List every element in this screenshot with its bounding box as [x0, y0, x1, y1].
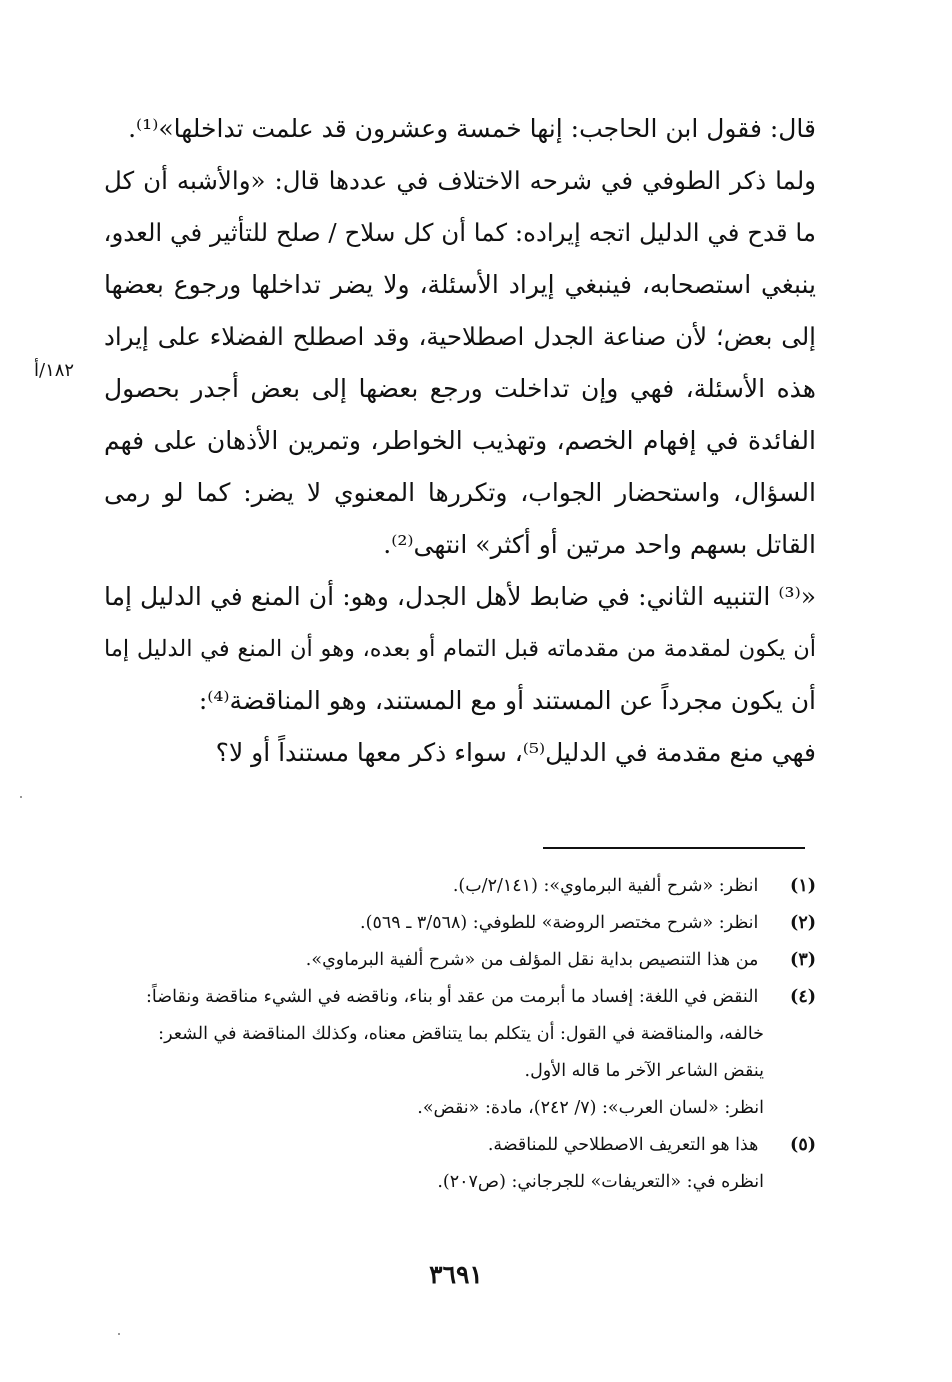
- text-line: إلى بعض؛ لأن صناعة الجدل اصطلاحية، وقد اصطلح الفضلاء على إيراد: [104, 322, 816, 351]
- text-line: ولما ذكر الطوفي في شرحه الاختلاف في عددها قال: «والأشبه أن كل: [104, 166, 816, 195]
- footnote-continuation: [118, 1016, 816, 1053]
- footnote: [118, 979, 816, 1016]
- footnote: [118, 1127, 816, 1164]
- footnote-number: (٣): [790, 950, 816, 970]
- text-line: القاتل بسهم واحد مرتين أو أكثر» انتهى⁽²⁾.: [383, 530, 816, 559]
- text-line: ما قدح في الدليل اتجه إيراده: كما أن كل سلاح / صلح للتأثير في العدو،: [104, 218, 816, 247]
- text-line: أن يكون لمقدمة من مقدماته قبل التمام أو بعده، وهو أن المنع في الدليل إما: [104, 636, 816, 662]
- footnote-separator: [543, 847, 805, 849]
- text-line: فهي منع مقدمة في الدليل⁽⁵⁾، سواء ذكر معها مستنداً أو لا؟: [215, 738, 816, 767]
- footnote-continuation: [118, 1053, 816, 1090]
- text-line: ينبغي استصحابه، فينبغي إيراد الأسئلة، ولا يضر تداخلها ورجوع بعضها: [104, 270, 816, 299]
- text-line: هذه الأسئلة، فهي وإن تداخلت ورجع بعضها إلى بعض أجدر بحصول: [104, 374, 816, 403]
- text-line: أن يكون مجرداً عن المستند أو مع المستند، وهو المناقضة⁽⁴⁾:: [198, 686, 816, 715]
- text-line: قال: فقول ابن الحاجب: إنها خمسة وعشرون قد علمت تداخلها»⁽¹⁾.: [128, 114, 816, 143]
- footnotes: [118, 868, 816, 1201]
- footnote-number: (٢): [790, 913, 816, 933]
- footnote-text: انظره في: «التعريفات» للجرجاني: (ص٢٠٧).: [437, 1172, 764, 1192]
- footnote: [118, 868, 816, 905]
- main-text: [104, 103, 816, 779]
- footnote-number: (٤): [790, 987, 816, 1007]
- footnote-number: (٥): [790, 1135, 816, 1155]
- footnote-continuation: [118, 1090, 816, 1127]
- manuscript-folio-note: ١٨٢/أ: [34, 360, 75, 381]
- scan-speck: [20, 796, 22, 798]
- footnote-text: النقض في اللغة: إفساد ما أبرمت من عقد أو بناء، وناقضه في الشيء مناقضة ونقاضاً:: [145, 987, 759, 1007]
- footnote-text: هذا هو التعريف الاصطلاحي للمناقضة.: [487, 1135, 759, 1155]
- footnote-continuation: [118, 1164, 816, 1201]
- footnote-text: خالفه، والمناقضة في القول: أن يتكلم بما يتناقض معناه، وكذلك المناقضة في الشعر:: [158, 1024, 764, 1044]
- page-number: ٣٦٩١: [429, 1260, 483, 1289]
- footnote-text: ينقض الشاعر الآخر ما قاله الأول.: [524, 1061, 764, 1081]
- text-line: السؤال، واستحضار الجواب، وتكررها المعنوي لا يضر: كما لو رمى: [104, 478, 816, 507]
- footnote-text: انظر: «لسان العرب»: (٧/ ٢٤٢)، مادة: «نقض».: [417, 1098, 764, 1118]
- text-line: «⁽³⁾ التنبيه الثاني: في ضابط لأهل الجدل، وهو: أن المنع في الدليل إما: [104, 582, 816, 611]
- scan-speck: [118, 1333, 120, 1335]
- text-line: الفائدة في إفهام الخصم، وتهذيب الخواطر، وتمرين الأذهان على فهم: [104, 426, 816, 455]
- footnote: [118, 942, 816, 979]
- footnote-text: انظر: «شرح مختصر الروضة» للطوفي: (٣/٥٦٨ ـ ٥٦٩).: [360, 913, 759, 933]
- footnote-number: (١): [790, 876, 816, 896]
- footnote-text: انظر: «شرح ألفية البرماوي»: (٢/١٤١/ب).: [452, 876, 759, 896]
- footnote-text: من هذا التنصيص بداية نقل المؤلف من «شرح ألفية البرماوي».: [305, 950, 759, 970]
- footnote: [118, 905, 816, 942]
